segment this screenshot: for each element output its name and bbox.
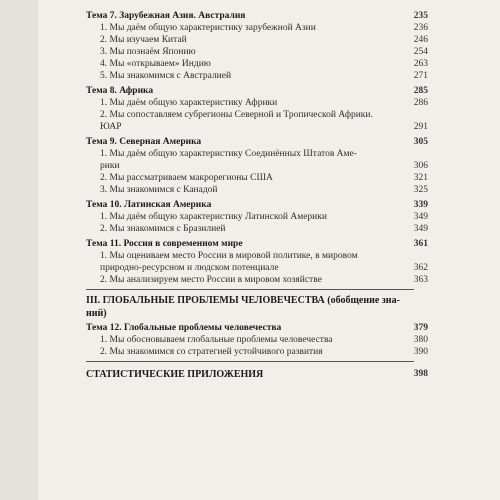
toc-page-number: 390	[413, 347, 428, 357]
toc-entry-text: Тема 7. Зарубежная Азия. Австралия	[86, 11, 246, 21]
toc-entry-text: 3. Мы знакомимся с Канадой	[100, 185, 218, 195]
section-3-heading	[86, 294, 414, 320]
toc-entry-text: 3. Мы познаём Японию	[100, 47, 196, 57]
toc-subentry[interactable]	[86, 274, 428, 286]
toc-page-number: 263	[413, 59, 428, 69]
appendix-entry[interactable]	[86, 368, 428, 381]
toc-entry-text: ЮАР	[100, 122, 122, 132]
table-of-contents	[86, 10, 428, 381]
toc-entry-text: 5. Мы знакомимся с Австралией	[100, 71, 232, 81]
toc-page-number: 305	[413, 137, 428, 147]
toc-topic-entry[interactable]	[86, 199, 428, 211]
toc-entry-text: рики	[100, 161, 120, 171]
toc-entry-text: Тема 11. Россия в современном мире	[86, 239, 243, 249]
section-divider	[86, 361, 414, 362]
toc-topic-entry[interactable]	[86, 136, 428, 148]
toc-page-number: 271	[413, 71, 428, 81]
toc-subentry[interactable]	[86, 22, 428, 34]
toc-entry-text: 2. Мы сопоставляем субрегионы Северной и Тропической Африки.	[100, 110, 373, 120]
toc-entry-text: Тема 8. Африка	[86, 86, 154, 96]
toc-subentry[interactable]	[86, 211, 428, 223]
section-3-title-continued: ний)	[86, 308, 107, 319]
toc-subentry[interactable]	[86, 46, 428, 58]
toc-topic-entry[interactable]	[86, 10, 428, 22]
toc-page-number: 291	[413, 122, 428, 132]
toc-page-number: 321	[413, 173, 428, 183]
toc-entry-text: 1. Мы даём общую характеристику Африки	[100, 98, 278, 108]
toc-entry-text: 1. Мы даём общую характеристику Латинской Америки	[100, 212, 327, 222]
toc-subentry[interactable]	[86, 262, 428, 274]
toc-page-number: 349	[413, 212, 428, 222]
toc-page-number: 361	[413, 239, 428, 249]
toc-subentry[interactable]	[86, 148, 414, 160]
toc-entry-text: 2. Мы знакомимся с Бразилией	[100, 224, 226, 234]
toc-subentry[interactable]	[86, 250, 414, 262]
toc-topic-entry[interactable]	[86, 238, 428, 250]
toc-subentry[interactable]	[86, 184, 428, 196]
toc-page-number: 254	[413, 47, 428, 57]
toc-topic-12	[86, 322, 428, 358]
toc-subentry[interactable]	[86, 172, 428, 184]
toc-entry-text: 2. Мы изучаем Китай	[100, 35, 187, 45]
toc-subentry[interactable]	[86, 160, 428, 172]
toc-entry-text: 1. Мы даём общую характеристику зарубежной Азии	[100, 23, 316, 33]
toc-entry-text: 2. Мы анализируем место России в мировом хозяйстве	[100, 275, 322, 285]
toc-entry-text: природно-ресурсном и людском потенциале	[100, 263, 279, 273]
toc-page-number: 379	[413, 323, 428, 333]
toc-subentry[interactable]	[86, 58, 428, 70]
toc-page-number: 339	[413, 200, 428, 210]
toc-subentry[interactable]	[86, 334, 428, 346]
toc-entry-text: Тема 12. Глобальные проблемы человечества	[86, 323, 282, 333]
toc-entry-text: Тема 9. Северная Америка	[86, 137, 202, 147]
toc-page-number: 380	[413, 335, 428, 345]
toc-page-number: 362	[413, 263, 428, 273]
toc-subentry[interactable]	[86, 34, 428, 46]
toc-entry-text: 4. Мы «открываем» Индию	[100, 59, 211, 69]
toc-page-number: 235	[413, 11, 428, 21]
toc-page-number: 306	[413, 161, 428, 171]
section-divider	[86, 289, 414, 290]
toc-page-number: 286	[413, 98, 428, 108]
toc-entry-text: 1. Мы даём общую характеристику Соединённых Штатов Аме-	[100, 149, 357, 159]
toc-page-number: 236	[413, 23, 428, 33]
toc-entry-text: 2. Мы знакомимся со стратегией устойчивого развития	[100, 347, 323, 357]
appendix-title: СТАТИСТИЧЕСКИЕ ПРИЛОЖЕНИЯ	[86, 369, 264, 380]
toc-subentry[interactable]	[86, 109, 414, 121]
toc-entry-text: 1. Мы оцениваем место России в мировой политике, в мировом	[100, 251, 358, 261]
toc-topic-entry[interactable]	[86, 322, 428, 334]
appendix-page: 398	[413, 369, 428, 379]
toc-page-number: 285	[413, 86, 428, 96]
toc-subentry[interactable]	[86, 223, 428, 235]
toc-topic-entry[interactable]	[86, 85, 428, 97]
toc-entry-text: 2. Мы рассматриваем макрорегионы США	[100, 173, 273, 183]
toc-subentry[interactable]	[86, 97, 428, 109]
toc-page-number: 246	[413, 35, 428, 45]
section-3-title: III. ГЛОБАЛЬНЫЕ ПРОБЛЕМЫ ЧЕЛОВЕЧЕСТВА (обобщение зна-	[86, 295, 400, 306]
toc-subentry[interactable]	[86, 70, 428, 82]
toc-page-number: 349	[413, 224, 428, 234]
toc-page-number: 363	[413, 275, 428, 285]
toc-page-number: 325	[413, 185, 428, 195]
toc-subentry[interactable]	[86, 346, 428, 358]
toc-entry-text: Тема 10. Латинская Америка	[86, 200, 212, 210]
toc-entry-text: 1. Мы обосновываем глобальные проблемы человечества	[100, 335, 333, 345]
toc-subentry[interactable]	[86, 121, 428, 133]
toc-topics-7-11	[86, 10, 428, 286]
